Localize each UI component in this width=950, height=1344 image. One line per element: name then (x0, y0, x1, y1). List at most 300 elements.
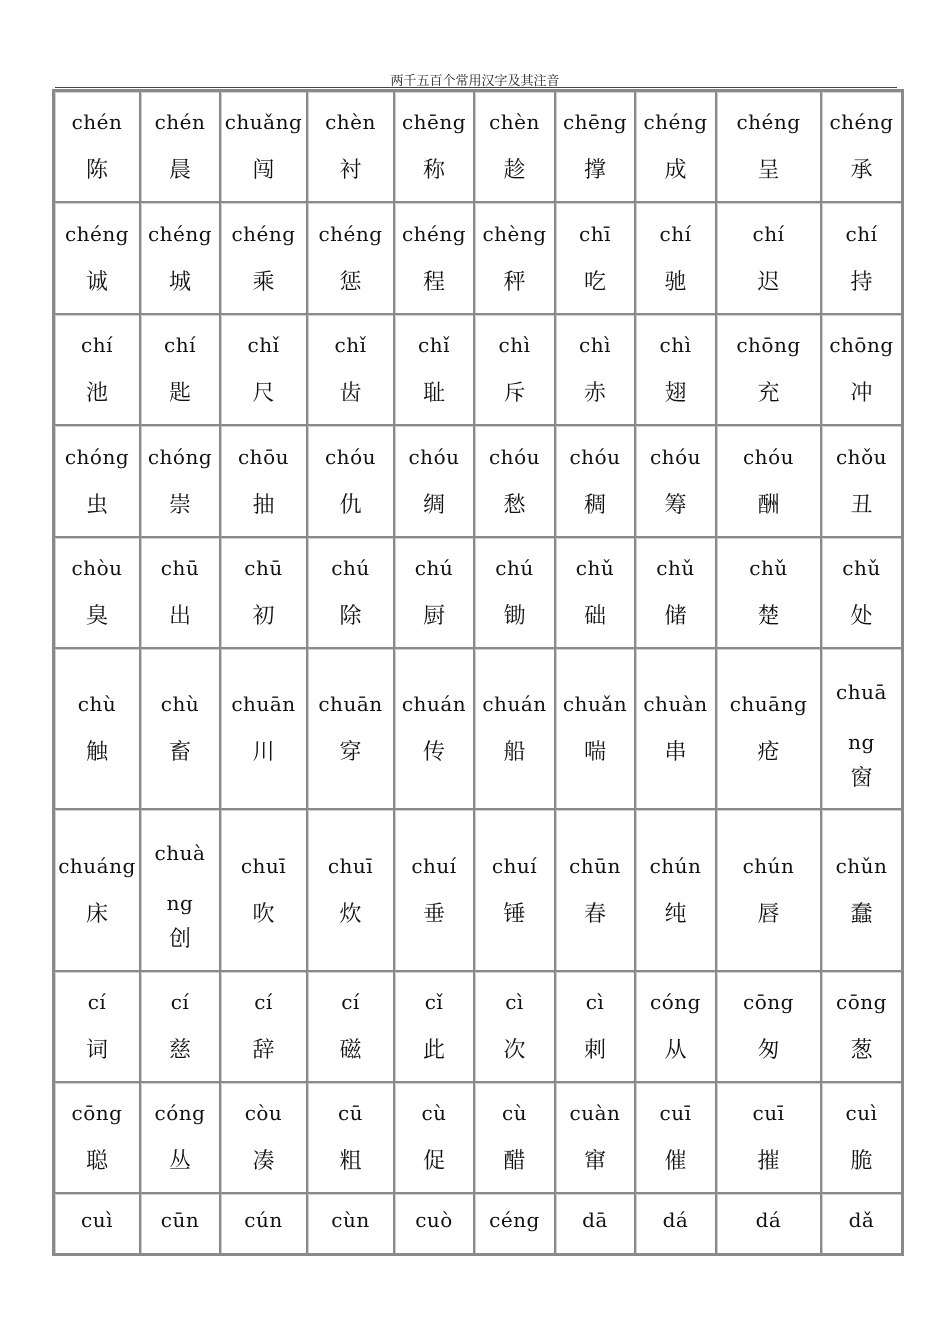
hanzi-character: 慈 (168, 1038, 191, 1063)
hanzi-character: 传 (422, 740, 445, 765)
char-cell (307, 537, 394, 648)
hanzi-character: 川 (252, 740, 275, 765)
char-cell (140, 537, 220, 648)
header-rule (55, 87, 897, 88)
hanzi-character: 抽 (252, 492, 275, 518)
hanzi-character: 驰 (664, 269, 687, 295)
pinyin-label: còu (244, 1101, 283, 1125)
pinyin-label: chú (331, 556, 370, 580)
char-cell (394, 648, 474, 809)
pinyin-label: chǒu (835, 444, 887, 469)
hanzi-character: 疮 (757, 740, 780, 765)
pinyin-label: chèng (482, 221, 547, 246)
pinyin-label: cóng (154, 1101, 206, 1125)
pinyin-label: chuǎng (224, 110, 303, 134)
hanzi-character: 醋 (503, 1149, 526, 1174)
hanzi-character: 厨 (422, 604, 445, 629)
char-cell (220, 91, 307, 202)
char-cell (474, 648, 555, 809)
char-cell (54, 1082, 140, 1193)
char-cell (635, 971, 716, 1082)
hanzi-character: 愁 (503, 492, 526, 518)
pinyin-label: chǔ (749, 556, 788, 580)
pinyin-label: chuī (327, 853, 374, 878)
char-cell (140, 1193, 220, 1254)
hanzi-character: 丑 (850, 492, 873, 518)
pinyin-label: chū (160, 556, 200, 580)
pinyin-label: chí (752, 221, 785, 246)
hanzi-character: 储 (664, 604, 687, 629)
pinyin-label: chū (244, 556, 283, 580)
char-cell (394, 425, 474, 537)
char-cell (555, 202, 635, 314)
hanzi-character: 趁 (503, 158, 526, 183)
hanzi-character: 成 (664, 158, 687, 183)
pinyin-label: cōng (71, 1101, 123, 1125)
table-body (54, 91, 902, 1254)
pinyin-label: chéng (829, 110, 894, 134)
pinyin-label: cūn (160, 1208, 200, 1232)
char-cell (635, 537, 716, 648)
pinyin-label-continued: ng (848, 729, 875, 754)
char-cell (821, 91, 902, 202)
char-cell (821, 537, 902, 648)
hanzi-character: 畜 (168, 740, 191, 765)
hanzi-character: 纯 (664, 901, 687, 927)
hanzi-character: 垂 (422, 901, 445, 927)
hanzi-character: 蠢 (850, 901, 873, 927)
hanzi-character: 赤 (583, 381, 606, 406)
hanzi-character: 辞 (252, 1038, 275, 1063)
hanzi-character: 次 (503, 1038, 526, 1063)
pinyin-label: chóu (408, 444, 460, 469)
pinyin-label: chuà (154, 841, 206, 865)
char-cell (716, 1082, 821, 1193)
pinyin-label: chún (742, 853, 795, 878)
hanzi-character: 池 (85, 381, 108, 406)
hanzi-character: 窜 (583, 1149, 606, 1174)
char-cell (220, 1193, 307, 1254)
hanzi-character: 出 (168, 604, 191, 629)
pinyin-label: chuán (401, 692, 467, 716)
hanzi-character: 匆 (757, 1038, 780, 1063)
char-cell (474, 91, 555, 202)
char-cell (716, 202, 821, 314)
hanzi-character: 耻 (422, 381, 445, 406)
pinyin-label: chōu (237, 444, 289, 469)
hanzi-character: 葱 (850, 1038, 873, 1063)
char-cell (821, 1193, 902, 1254)
pinyin-label: dá (662, 1208, 689, 1232)
table-row (54, 91, 902, 202)
hanzi-character: 此 (422, 1038, 445, 1063)
char-cell (635, 1082, 716, 1193)
hanzi-character: 衬 (339, 158, 362, 183)
pinyin-label: chǔn (835, 853, 888, 878)
pinyin-label: cí (254, 990, 273, 1014)
char-cell (54, 91, 140, 202)
char-cell (821, 809, 902, 971)
char-cell (394, 202, 474, 314)
char-cell (716, 648, 821, 809)
pinyin-label: chú (414, 556, 454, 580)
pinyin-label: chéng (64, 221, 130, 246)
pinyin-label: chéng (147, 221, 213, 246)
char-cell (54, 314, 140, 425)
pinyin-label: chǔ (575, 556, 615, 580)
char-cell (555, 314, 635, 425)
pinyin-label: cù (421, 1101, 447, 1125)
hanzi-character: 锄 (503, 604, 526, 629)
pinyin-label: chún (649, 853, 702, 878)
hanzi-character: 除 (339, 604, 362, 629)
pinyin-label: cí (170, 990, 190, 1014)
pinyin-label-continued: ng (166, 891, 194, 915)
pinyin-label: cóng (650, 990, 701, 1014)
char-cell (555, 1082, 635, 1193)
pinyin-label: chuǎn (562, 692, 628, 716)
pinyin-label: chuī (240, 853, 287, 878)
pinyin-label: chōng (829, 333, 894, 357)
pinyin-label: cuī (659, 1101, 692, 1125)
pinyin-label: chǐ (247, 333, 280, 357)
hanzi-character: 喘 (583, 740, 606, 765)
hanzi-character: 稠 (583, 492, 606, 518)
hanzi-character: 炊 (339, 901, 362, 927)
hanzi-character: 锤 (503, 901, 526, 927)
pinyin-label: cì (585, 990, 605, 1014)
hanzi-character: 串 (664, 740, 687, 765)
char-cell (394, 971, 474, 1082)
hanzi-character: 础 (583, 604, 606, 629)
hanzi-character: 翅 (664, 381, 687, 406)
char-cell (394, 1082, 474, 1193)
char-cell (220, 971, 307, 1082)
char-cell (821, 971, 902, 1082)
hanzi-character: 筹 (664, 492, 687, 518)
hanzi-character: 船 (503, 740, 526, 765)
hanzi-character: 仇 (339, 492, 362, 518)
pinyin-label: chóu (569, 444, 621, 469)
char-cell (307, 1082, 394, 1193)
hanzi-character: 处 (850, 604, 873, 629)
char-cell (307, 971, 394, 1082)
hanzi-character: 唇 (757, 901, 780, 927)
char-cell (716, 537, 821, 648)
hanzi-character: 程 (422, 269, 445, 295)
hanzi-character: 承 (850, 158, 873, 183)
pinyin-label: chǔ (842, 556, 881, 580)
char-cell (716, 314, 821, 425)
pinyin-label: chuáng (58, 853, 136, 878)
char-cell (140, 91, 220, 202)
pinyin-label: cuī (752, 1101, 785, 1125)
char-cell (54, 971, 140, 1082)
char-cell (394, 809, 474, 971)
hanzi-character: 虫 (85, 492, 108, 518)
table-row (54, 202, 902, 314)
table-row (54, 1193, 902, 1254)
char-cell (821, 425, 902, 537)
pinyin-label: chuí (411, 853, 457, 878)
pinyin-label: chí (659, 221, 692, 246)
char-cell (635, 202, 716, 314)
char-cell (307, 1193, 394, 1254)
pinyin-label: chōng (736, 333, 801, 357)
pinyin-label: chì (498, 333, 531, 357)
char-cell (140, 202, 220, 314)
char-cell (555, 1193, 635, 1254)
pinyin-label: cún (244, 1208, 283, 1232)
char-cell (220, 1082, 307, 1193)
pinyin-label: cōng (743, 990, 794, 1014)
hanzi-character: 创 (168, 927, 191, 952)
pinyin-label: cuì (845, 1101, 878, 1125)
hanzi-character: 磁 (339, 1038, 362, 1063)
pinyin-label: chuàn (643, 692, 708, 716)
pinyin-label: chuān (318, 692, 383, 716)
char-cell (635, 1193, 716, 1254)
pinyin-label: cuàn (569, 1101, 621, 1125)
pinyin-label: chuān (231, 692, 296, 716)
hanzi-character: 从 (664, 1038, 687, 1063)
char-cell (635, 648, 716, 809)
char-cell (54, 648, 140, 809)
hanzi-character: 城 (168, 269, 191, 295)
hanzi-character: 吃 (583, 269, 606, 295)
pinyin-label: chóng (64, 444, 130, 469)
pinyin-label: chì (579, 333, 611, 357)
pinyin-table (52, 89, 904, 1256)
pinyin-label: chǔ (656, 556, 695, 580)
hanzi-character: 充 (757, 381, 780, 406)
pinyin-label: chūn (569, 853, 621, 878)
char-cell (555, 648, 635, 809)
char-cell (474, 809, 555, 971)
hanzi-character: 冲 (850, 381, 873, 406)
char-cell (140, 425, 220, 537)
pinyin-label: cōng (836, 990, 887, 1014)
table-row (54, 648, 902, 809)
pinyin-label: chī (579, 221, 611, 246)
char-cell (821, 648, 902, 809)
pinyin-label: chēng (401, 110, 467, 134)
char-cell (140, 314, 220, 425)
char-cell (474, 1082, 555, 1193)
table-row (54, 314, 902, 425)
pinyin-label: chéng (231, 221, 296, 246)
pinyin-label: chóng (147, 444, 213, 469)
pinyin-label: dá (755, 1208, 782, 1232)
char-cell (394, 91, 474, 202)
char-cell (394, 537, 474, 648)
char-cell (54, 1193, 140, 1254)
hanzi-character: 乘 (252, 269, 275, 295)
table-row (54, 537, 902, 648)
pinyin-label: chí (81, 333, 113, 357)
char-cell (220, 537, 307, 648)
pinyin-label: chì (659, 333, 692, 357)
hanzi-character: 臭 (85, 604, 108, 629)
hanzi-character: 绸 (422, 492, 445, 518)
pinyin-label: cùn (331, 1208, 370, 1232)
char-cell (394, 1193, 474, 1254)
hanzi-character: 斥 (503, 381, 526, 406)
pinyin-label: chóu (649, 444, 701, 469)
char-cell (307, 202, 394, 314)
hanzi-character: 穿 (339, 740, 362, 765)
char-cell (821, 202, 902, 314)
pinyin-label: chǐ (418, 333, 450, 357)
pinyin-label: chèn (325, 110, 376, 134)
hanzi-character: 匙 (168, 381, 191, 406)
char-cell (220, 314, 307, 425)
hanzi-character: 撑 (583, 158, 606, 183)
pinyin-label: chù (77, 692, 117, 716)
hanzi-character: 催 (664, 1149, 687, 1174)
char-cell (307, 809, 394, 971)
char-cell (54, 537, 140, 648)
pinyin-label: chù (160, 692, 200, 716)
hanzi-character: 窗 (850, 765, 873, 791)
pinyin-label: dā (582, 1208, 608, 1232)
pinyin-label: chóu (324, 444, 376, 469)
char-cell (555, 91, 635, 202)
pinyin-label: cuò (415, 1208, 453, 1232)
hanzi-character: 吹 (252, 901, 275, 927)
char-cell (140, 1082, 220, 1193)
pinyin-label: cū (337, 1101, 364, 1125)
pinyin-label: chóu (742, 444, 794, 469)
char-cell (555, 971, 635, 1082)
hanzi-character: 初 (252, 604, 275, 629)
table-row (54, 971, 902, 1082)
pinyin-label: chēng (562, 110, 628, 134)
char-cell (555, 425, 635, 537)
pinyin-label: cì (505, 990, 524, 1014)
char-cell (307, 425, 394, 537)
char-cell (220, 648, 307, 809)
char-cell (474, 314, 555, 425)
char-cell (474, 971, 555, 1082)
char-cell (307, 91, 394, 202)
pinyin-label: chuán (482, 692, 547, 716)
hanzi-character: 闯 (252, 158, 275, 183)
char-cell (54, 425, 140, 537)
char-cell (474, 425, 555, 537)
pinyin-label: chuā (836, 679, 887, 704)
hanzi-character: 春 (583, 901, 606, 927)
char-cell (474, 1193, 555, 1254)
pinyin-label: chén (154, 110, 206, 134)
pinyin-label: chǐ (334, 333, 367, 357)
char-cell (716, 425, 821, 537)
hanzi-character: 摧 (757, 1149, 780, 1174)
char-cell (307, 314, 394, 425)
char-cell (555, 537, 635, 648)
hanzi-character: 称 (422, 158, 445, 183)
char-cell (635, 314, 716, 425)
char-cell (394, 314, 474, 425)
pinyin-label: chén (71, 110, 123, 134)
pinyin-label: chòu (71, 556, 123, 580)
hanzi-character: 词 (85, 1038, 108, 1063)
pinyin-label: cí (341, 990, 360, 1014)
char-cell (716, 971, 821, 1082)
hanzi-character: 凑 (252, 1149, 275, 1174)
char-cell (716, 809, 821, 971)
page-header: 两千五百个常用汉字及其注音 (390, 74, 560, 89)
table-row (54, 1082, 902, 1193)
char-cell (54, 809, 140, 971)
pinyin-label: chéng (318, 221, 383, 246)
pinyin-label: céng (489, 1208, 540, 1232)
pinyin-label: chóu (488, 444, 540, 469)
char-cell (474, 537, 555, 648)
char-cell (54, 202, 140, 314)
char-cell (635, 91, 716, 202)
hanzi-character: 崇 (168, 492, 191, 518)
char-cell (220, 425, 307, 537)
table-row (54, 809, 902, 971)
char-cell (716, 91, 821, 202)
pinyin-label: chéng (401, 221, 467, 246)
hanzi-character: 刺 (583, 1038, 606, 1063)
char-cell (220, 202, 307, 314)
hanzi-character: 迟 (757, 269, 780, 295)
pinyin-label: chí (845, 221, 878, 246)
hanzi-character: 持 (850, 269, 873, 295)
char-cell (474, 202, 555, 314)
hanzi-character: 诚 (85, 269, 108, 295)
char-cell (220, 809, 307, 971)
hanzi-character: 丛 (168, 1149, 191, 1174)
hanzi-character: 粗 (339, 1149, 362, 1174)
char-cell (307, 648, 394, 809)
pinyin-label: chú (495, 556, 534, 580)
pinyin-label: chuāng (729, 692, 808, 716)
hanzi-character: 呈 (757, 158, 780, 183)
pinyin-label: chéng (643, 110, 708, 134)
hanzi-character: 脆 (850, 1149, 873, 1174)
pinyin-label: cí (87, 990, 107, 1014)
pinyin-label: dǎ (848, 1208, 875, 1232)
hanzi-character: 楚 (757, 604, 780, 629)
char-cell (635, 425, 716, 537)
table-row (54, 425, 902, 537)
pinyin-label: chuí (491, 853, 538, 878)
char-cell (821, 314, 902, 425)
hanzi-character: 陈 (85, 158, 108, 183)
hanzi-character: 惩 (339, 269, 362, 295)
char-cell (555, 809, 635, 971)
pinyin-label: cù (501, 1101, 528, 1125)
hanzi-character: 晨 (168, 158, 191, 183)
hanzi-character: 酬 (757, 492, 780, 518)
hanzi-character: 秤 (503, 269, 526, 295)
hanzi-character: 聪 (85, 1149, 108, 1174)
hanzi-character: 触 (85, 740, 108, 765)
pinyin-label: chèn (489, 110, 540, 134)
pinyin-label: cuì (81, 1208, 113, 1232)
hanzi-character: 床 (85, 901, 108, 927)
hanzi-character: 促 (422, 1149, 445, 1174)
char-cell (140, 648, 220, 809)
hanzi-character: 尺 (252, 381, 275, 406)
pinyin-label: cǐ (424, 990, 444, 1014)
char-cell (635, 809, 716, 971)
char-cell (140, 971, 220, 1082)
